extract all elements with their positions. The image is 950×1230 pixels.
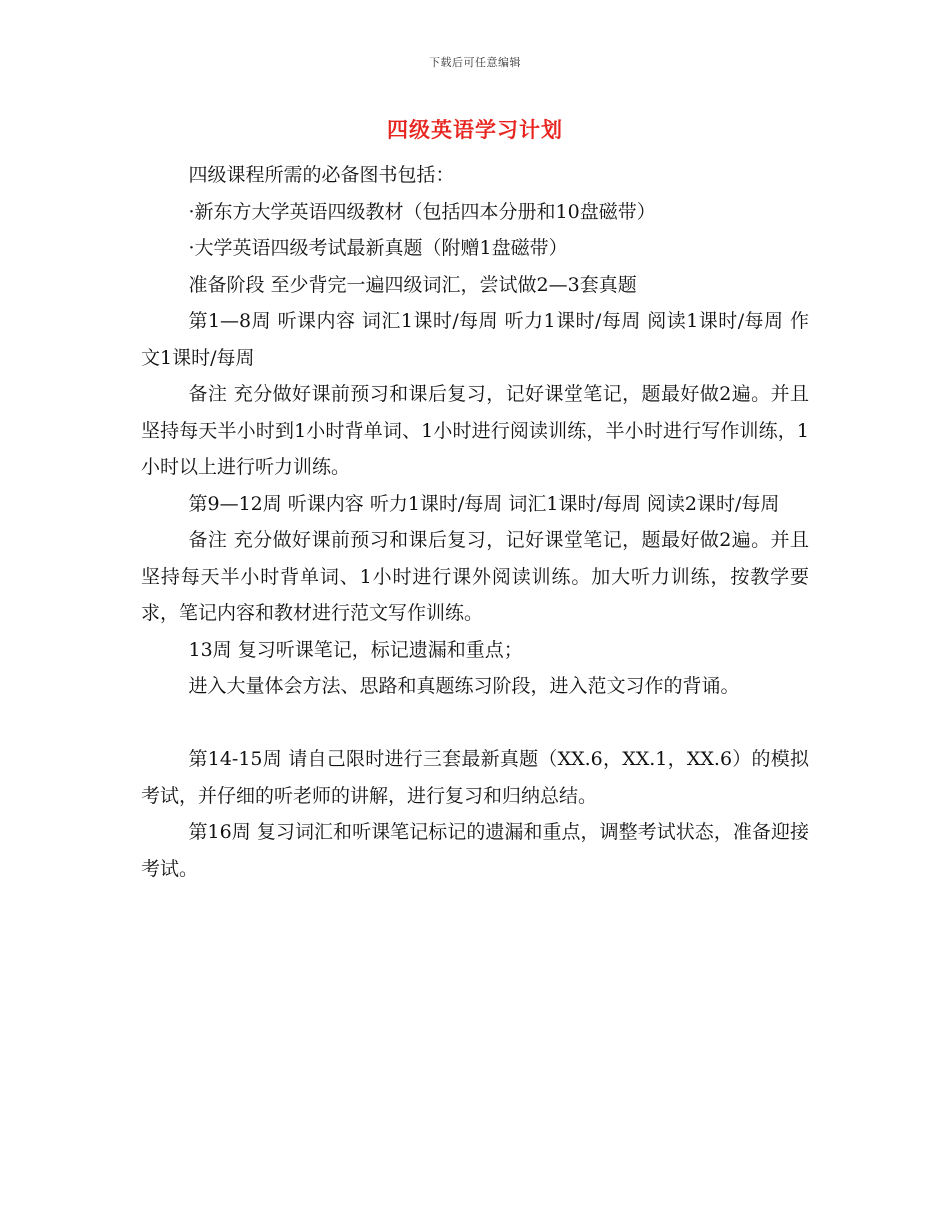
blank-line bbox=[141, 705, 809, 742]
paragraph-week-16: 第16周 复习词汇和听课笔记标记的遗漏和重点，调整考试状态，准备迎接考试。 bbox=[141, 821, 809, 880]
paragraph-week-13: 13周 复习听课笔记，标记遗漏和重点； bbox=[188, 638, 523, 661]
paragraph-weeks-14-15: 第14-15周 请自己限时进行三套最新真题（XX.6，XX.1，XX.6）的模拟考试，并仔细的听老师的讲解，进行复习和归纳总结。 bbox=[141, 748, 809, 807]
document-body bbox=[141, 157, 809, 887]
document-title: 四级英语学习计划 bbox=[387, 117, 563, 142]
paragraph-books-intro: 四级课程所需的必备图书包括： bbox=[188, 164, 455, 186]
header-note: 下载后可任意编辑 bbox=[429, 56, 521, 69]
paragraph-book-item-1: ·新东方大学英语四级教材（包括四本分册和10盘磁带） bbox=[188, 200, 656, 223]
paragraph-note-1: 备注 充分做好课前预习和课后复习，记好课堂笔记，题最好做2遍。并且坚持每天半小时到1小时背单词、1小时进行阅读训练，半小时进行写作训练，1小时以上进行听力训练。 bbox=[141, 383, 809, 478]
paragraph-book-item-2: ·大学英语四级考试最新真题（附赠1盘磁带） bbox=[188, 237, 568, 259]
paragraph-practice-stage: 进入大量体会方法、思路和真题练习阶段，进入范文习作的背诵。 bbox=[188, 675, 740, 697]
paragraph-note-2: 备注 充分做好课前预习和课后复习，记好课堂笔记，题最好做2遍。并且坚持每天半小时背单词、1小时进行课外阅读训练。加大听力训练，按教学要求，笔记内容和教材进行范文写作训练。 bbox=[141, 529, 809, 624]
paragraph-prep-stage: 准备阶段 至少背完一遍四级词汇，尝试做2—3套真题 bbox=[188, 273, 637, 296]
paragraph-weeks-9-12: 第9—12周 听课内容 听力1课时/每周 词汇1课时/每周 阅读2课时/每周 bbox=[188, 492, 780, 515]
paragraph-weeks-1-8: 第1—8周 听课内容 词汇1课时/每周 听力1课时/每周 阅读1课时/每周 作文1课时/每周 bbox=[141, 310, 809, 369]
